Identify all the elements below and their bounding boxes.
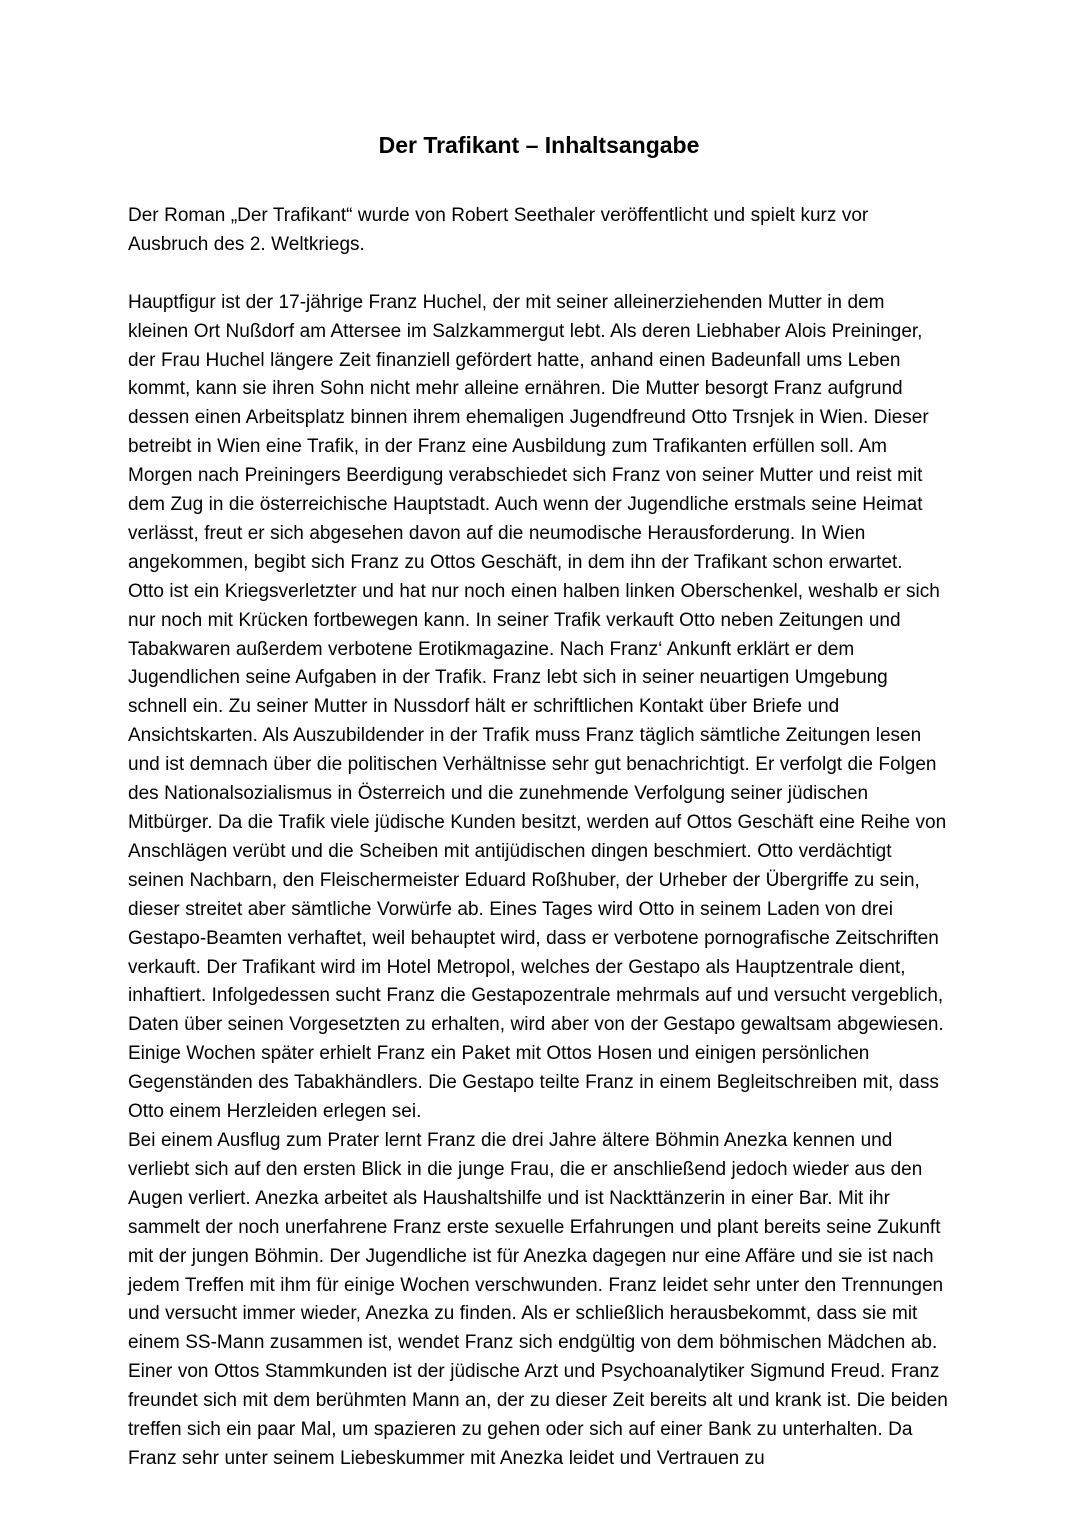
paragraph-sigmund-freud: Einer von Ottos Stammkunden ist der jüdische Arzt und Psychoanalytiker Sigmund Freud. Franz freundet sich mit dem berühmten Mann an, der zu dieser Zeit bereits alt und krank ist. Die beiden treffen sich ein paar Mal, um spazieren zu gehen oder sich auf einer Bank zu unterhalten. Da Franz sehr unter seinem Liebeskummer mit Anezka leidet und Vertrauen zu (128, 1361, 948, 1469)
paragraph-intro: Der Roman „Der Trafikant“ wurde von Robert Seethaler veröffentlicht und spielt kurz vor Ausbruch des 2. Weltkriegs. (128, 205, 869, 255)
paragraph-franz-background: Hauptfigur ist der 17-jährige Franz Huchel, der mit seiner alleinerziehenden Mutter in dem kleinen Ort Nußdorf am Attersee im Salzkammergut lebt. Als deren Liebhaber Alois Preininger, der Frau Huchel längere Zeit finanziell gefördert hatte, anhand einen Badeunfall ums Leben kommt, kann sie ihren Sohn nicht mehr alleine ernähren. Die Mutter besorgt Franz aufgrund dessen einen Arbeitsplatz binnen ihrem ehemaligen Jugendfreund Otto Trsnjek in Wien. Dieser betreibt in Wien eine Trafik, in der Franz eine Ausbildung zum Trafikanten erfüllen soll. Am Morgen nach Preiningers Beerdigung verabschiedet sich Franz von seiner Mutter und reist mit dem Zug in die österreichische Hauptstadt. Auch wenn der Jugendliche erstmals seine Heimat verlässt, freut er sich abgesehen davon auf die neumodische Herausforderung. In Wien angekommen, begibt sich Franz zu Ottos Geschäft, in dem ihn der Trafikant schon erwartet. (128, 291, 929, 573)
paragraph-anezka: Bei einem Ausflug zum Prater lernt Franz die drei Jahre ältere Böhmin Anezka kennen und verliebt sich auf den ersten Blick in die junge Frau, die er anschließend jedoch wieder aus den Augen verliert. Anezka arbeitet als Haushaltshilfe und ist Nackttänzerin in einer Bar. Mit ihr sammelt der noch unerfahrene Franz erste sexuelle Erfahrungen und plant bereits seine Zukunft mit der jungen Böhmin. Der Jugendliche ist für Anezka dagegen nur eine Affäre und sie ist nach jedem Treffen mit ihm für einige Wochen verschwunden. Franz leidet sehr unter den Trennungen und versucht immer wieder, Anezka zu finden. Als er schließlich herausbekommt, dass sie mit einem SS-Mann zusammen ist, wendet Franz sich endgültig von dem böhmischen Mädchen ab. (128, 1129, 944, 1354)
paragraph-otto-trafik: Otto ist ein Kriegsverletzter und hat nur noch einen halben linken Oberschenkel, weshalb er sich nur noch mit Krücken fortbewegen kann. In seiner Trafik verkauft Otto neben Zeitungen und Tabakwaren außerdem verbotene Erotikmagazine. Nach Franz‘ Ankunft erklärt er dem Jugendlichen seine Aufgaben in der Trafik. Franz lebt sich in seiner neuartigen Umgebung schnell ein. Zu seiner Mutter in Nussdorf hält er schriftlichen Kontakt über Briefe und Ansichtskarten. Als Auszubildender in der Trafik muss Franz täglich sämtliche Zeitungen lesen und ist demnach über die politischen Verhältnisse sehr gut benachrichtigt. Er verfolgt die Folgen des Nationalsozialismus in Österreich und die zunehmende Verfolgung seiner jüdischen Mitbürger. Da die Trafik viele jüdische Kunden besitzt, werden auf Ottos Geschäft eine Reihe von Anschlägen verübt und die Scheiben mit antijüdischen dingen beschmiert. Otto verdächtigt seinen Nachbarn, den Fleischermeister Eduard Roßhuber, der Urheber der Übergriffe zu sein, dieser streitet aber sämtliche Vorwürfe ab. Eines Tages wird Otto in seinem Laden von drei Gestapo-Beamten verhaftet, weil behauptet wird, dass er verbotene pornografische Zeitschriften verkauft. Der Trafikant wird im Hotel Metropol, welches der Gestapo als Hauptzentrale dient, inhaftiert. Infolgedessen sucht Franz die Gestapozentrale mehrmals auf und versucht vergeblich, Daten über seinen Vorgesetzten zu erhalten, wird aber von der Gestapo gewaltsam abgewiesen. Einige Wochen später erhielt Franz ein Paket mit Ottos Hosen und einigen persönlichen Gegenständen des Tabakhändlers. Die Gestapo teilte Franz in einem Begleitschreiben mit, dass Otto einem Herzleiden erlegen sei. (128, 580, 947, 1123)
document-title: Der Trafikant – Inhaltsangabe (378, 132, 700, 158)
